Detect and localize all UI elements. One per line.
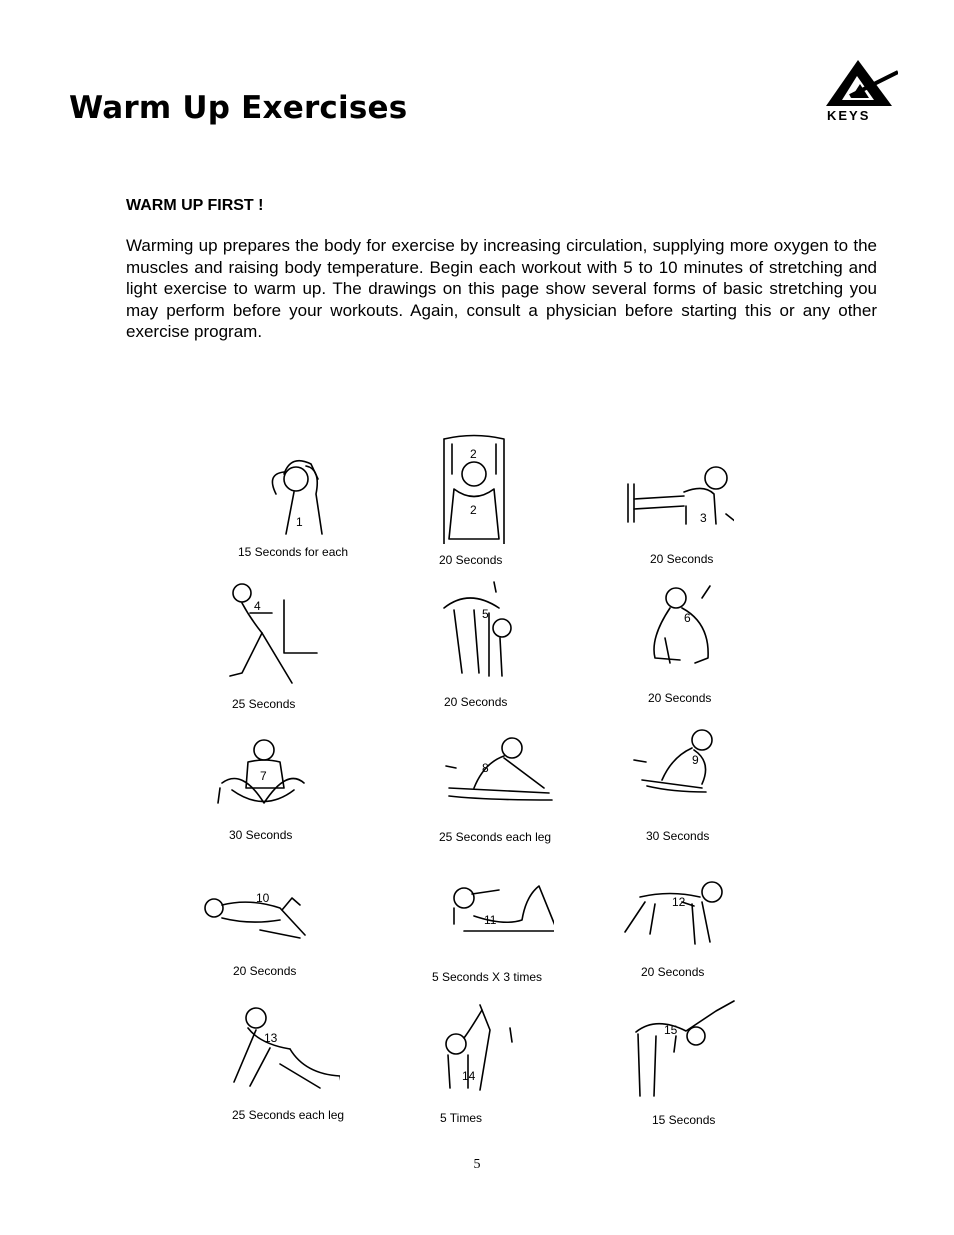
svg-text:2: 2	[470, 447, 477, 461]
page-title: Warm Up Exercises	[69, 90, 408, 126]
exercise-5-caption: 20 Seconds	[444, 695, 508, 709]
page-number: 5	[473, 1157, 481, 1172]
exercise-5-forward-bend-icon	[434, 578, 544, 688]
exercise-4-caption: 25 Seconds	[232, 697, 296, 711]
svg-text:7: 7	[260, 769, 267, 783]
svg-text:10: 10	[256, 891, 270, 905]
exercise-9-caption: 30 Seconds	[646, 829, 710, 843]
exercise-7-caption: 30 Seconds	[229, 828, 293, 842]
exercise-3-caption: 20 Seconds	[650, 552, 714, 566]
exercise-8-caption: 25 Seconds each leg	[439, 830, 552, 844]
keys-logo	[820, 56, 898, 122]
exercise-9-seated-quad-stretch-icon	[632, 722, 742, 832]
svg-text:3: 3	[700, 511, 707, 525]
keys-triangle-logo-icon	[820, 56, 898, 122]
exercise-6-squat-stretch-icon	[640, 578, 750, 688]
exercise-2-caption: 20 Seconds	[439, 553, 503, 567]
exercise-14-caption: 5 Times	[440, 1111, 483, 1125]
exercise-1-neck-stretch-icon	[246, 434, 356, 544]
exercise-10-caption: 20 Seconds	[233, 964, 297, 978]
exercise-14-side-bend-icon	[440, 1000, 550, 1110]
svg-text:4: 4	[254, 599, 261, 613]
exercise-7-butterfly-stretch-icon	[212, 728, 322, 838]
exercise-13-caption: 25 Seconds each leg	[232, 1108, 345, 1122]
intro-paragraph: Warming up prepares the body for exercise by increasing circulation, supplying more oxygen to the muscles and raising body temperature. Begin each workout with 5 to 10 minutes of stretching and light exercise to warm up. The drawings on this page show several forms of basic stretching you may perform before your workouts. Again, consult a physician before starting this or any other exercise program.	[126, 236, 877, 342]
svg-text:1: 1	[296, 515, 303, 529]
svg-text:14: 14	[462, 1069, 476, 1083]
svg-text:13: 13	[264, 1031, 278, 1045]
logo-text: KEYS	[827, 108, 871, 122]
exercise-13-lunge-stretch-icon	[230, 1004, 340, 1114]
exercise-6-caption: 20 Seconds	[648, 691, 712, 705]
exercise-12-caption: 20 Seconds	[641, 965, 705, 979]
exercise-1-caption: 15 Seconds for each	[238, 545, 349, 559]
svg-text:6: 6	[684, 611, 691, 625]
svg-text:8: 8	[482, 761, 489, 775]
section-heading: WARM UP FIRST !	[126, 197, 264, 214]
exercise-15-caption: 15 Seconds	[652, 1113, 716, 1127]
exercise-15-standing-back-stretch-icon	[626, 996, 736, 1106]
exercise-4-calf-wall-stretch-icon	[222, 578, 332, 688]
svg-text:2: 2	[470, 503, 477, 517]
exercise-8-seated-hamstring-stretch-icon	[444, 728, 554, 838]
exercise-11-caption: 5 Seconds X 3 times	[432, 970, 543, 984]
svg-text:9: 9	[692, 753, 699, 767]
svg-text:15: 15	[664, 1023, 678, 1037]
exercise-3-wall-push-stretch-icon	[624, 434, 734, 544]
svg-text:12: 12	[672, 895, 686, 909]
svg-text:11: 11	[484, 913, 497, 927]
svg-text:5: 5	[482, 607, 489, 621]
exercise-2-overhead-stretch-icon	[424, 434, 534, 544]
